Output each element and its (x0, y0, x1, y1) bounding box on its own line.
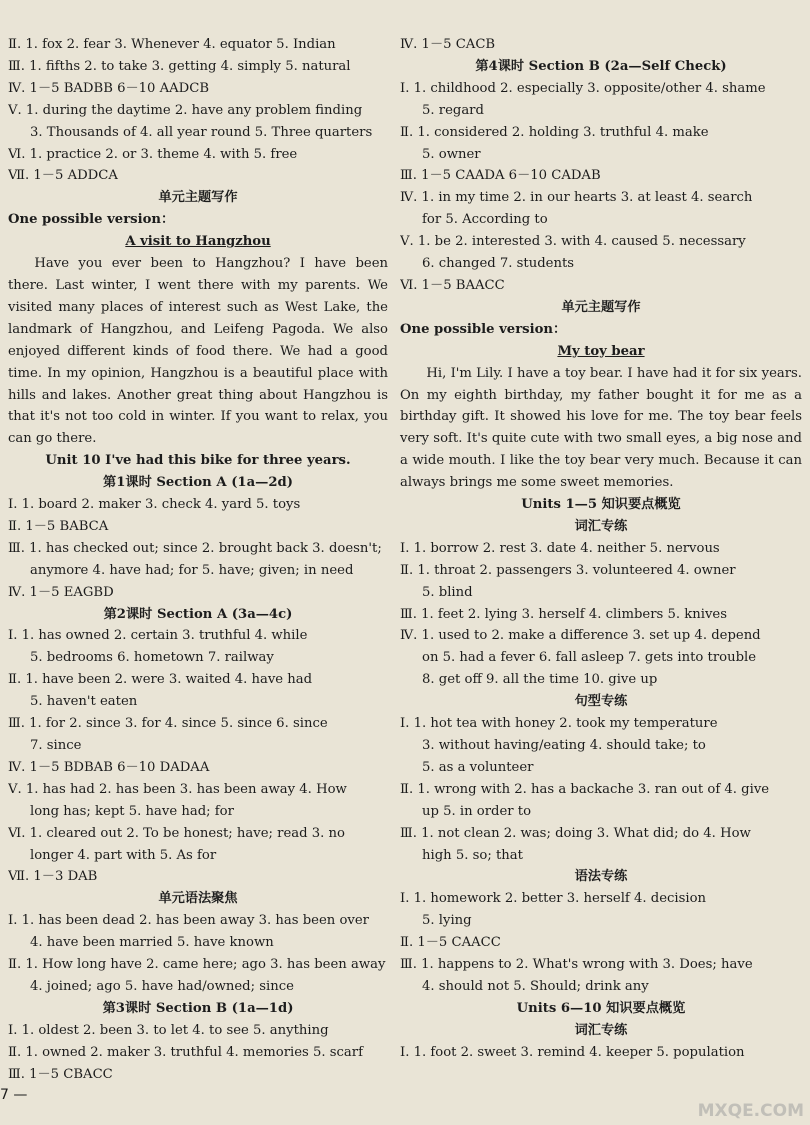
left-line: Ⅳ. 1－5 BDBAB 6－10 DADAA (8, 759, 210, 775)
right-line: Hi, I'm Lily. I have a toy bear. I have had it for six years. On my eighth birthday, my father bought it for me as a birthday gift. It showed his love for me. The toy bear feels very soft. It's quite cute with two small eyes, a big nose and a wide mouth. I like the toy bear very much. Because it can always brings me some sweet memories. (400, 365, 802, 491)
right-line: 第4课时 Section B (2a—Self Check) (475, 58, 727, 74)
left-line: long has; kept 5. have had; for (30, 803, 234, 819)
left-line: anymore 4. have had; for 5. have; given; in need (30, 562, 354, 578)
right-line: Ⅳ. 1. used to 2. make a difference 3. set up 4. depend (400, 628, 761, 644)
left-line: Ⅱ. 1－5 BABCA (8, 518, 109, 534)
left-line: Ⅰ. 1. board 2. maker 3. check 4. yard 5. toys (8, 497, 301, 513)
right-column (400, 34, 802, 1064)
right-line: Ⅰ. 1. borrow 2. rest 3. date 4. neither 5. nervous (400, 540, 720, 556)
right-line: Ⅰ. 1. foot 2. sweet 3. remind 4. keeper 5. population (400, 1044, 745, 1060)
right-line: 8. get off 9. all the time 10. give up (422, 672, 658, 688)
right-line: Ⅰ. 1. homework 2. better 3. herself 4. decision (400, 891, 707, 907)
left-line: Ⅳ. 1－5 EAGBD (8, 584, 114, 600)
left-line: A visit to Hangzhou (125, 234, 271, 250)
right-line: for 5. According to (422, 212, 548, 228)
right-line: 4. should not 5. Should; drink any (422, 978, 649, 994)
right-line: 5. owner (422, 146, 481, 162)
left-column (8, 34, 388, 1086)
right-line: Ⅴ. 1. be 2. interested 3. with 4. caused 5. necessary (400, 234, 746, 250)
right-line: Ⅲ. 1－5 CAADA 6－10 CADAB (400, 168, 601, 184)
right-line: 句型专练 (574, 694, 628, 710)
right-line: Ⅵ. 1－5 BAACC (400, 277, 505, 293)
right-line: 5. lying (422, 913, 472, 929)
right-line: Ⅳ. 1. in my time 2. in our hearts 3. at least 4. search (400, 190, 753, 206)
left-line: Ⅱ. 1. fox 2. fear 3. Whenever 4. equator 5. Indian (8, 37, 336, 52)
right-line: 3. without having/eating 4. should take; to (422, 738, 706, 753)
right-line: 5. blind (422, 584, 473, 600)
right-line: 5. regard (422, 102, 484, 118)
left-line: Ⅲ. 1. for 2. since 3. for 4. since 5. since 6. since (8, 716, 328, 732)
right-line: 词汇专练 (574, 1022, 628, 1038)
right-line: Ⅱ. 1. throat 2. passengers 3. volunteered 4. owner (400, 562, 736, 578)
left-line: Ⅶ. 1－3 DAB (8, 869, 98, 885)
left-line: 单元语法聚焦 (158, 891, 238, 907)
left-line: Have you ever been to Hangzhou? I have been there. Last winter, I went there with my parents. We visited many places of interest such as West Lake, the landmark of Hangzhou, and Leifeng Pagoda. We also enjoyed different kinds of food there. We had a good time. In my opinion, Hangzhou is a beautiful place with hills and lakes. Another great thing about Hangzhou is that it's not too cold in winter. If you want to relax, you can go there. (8, 256, 388, 447)
right-line: Ⅰ. 1. hot tea with honey 2. took my temperature (400, 716, 718, 732)
left-line: 4. joined; ago 5. have had/owned; since (30, 978, 294, 994)
right-line: Units 6—10 知识要点概览 (516, 1000, 686, 1016)
right-line: up 5. in order to (422, 803, 532, 819)
right-line: 单元主题写作 (561, 299, 641, 315)
right-line: 5. as a volunteer (422, 759, 534, 775)
right-line: on 5. had a fever 6. fall asleep 7. gets into trouble (422, 650, 757, 666)
left-line: Ⅰ. 1. has owned 2. certain 3. truthful 4. while (8, 628, 308, 644)
right-line: Ⅲ. 1. not clean 2. was; doing 3. What did; do 4. How (400, 825, 751, 841)
left-line: 7. since (30, 738, 82, 753)
left-line: Ⅵ. 1. cleared out 2. To be honest; have; read 3. no (8, 825, 345, 841)
left-line: 5. haven't eaten (30, 694, 138, 710)
left-line: 5. bedrooms 6. hometown 7. railway (30, 650, 274, 666)
right-line: Units 1—5 知识要点概览 (521, 497, 681, 513)
right-line: My toy bear (557, 343, 645, 359)
right-line: 词汇专练 (574, 518, 628, 534)
right-line: Ⅳ. 1－5 CACB (400, 37, 496, 52)
right-line: high 5. so; that (422, 847, 523, 863)
left-line: Ⅶ. 1－5 ADDCA (8, 168, 118, 184)
left-line: 4. have been married 5. have known (30, 935, 274, 951)
left-line: 第2课时 Section A (3a—4c) (103, 606, 293, 622)
left-line: Ⅱ. 1. have been 2. were 3. waited 4. have had (8, 672, 313, 688)
left-line: Ⅱ. 1. How long have 2. came here; ago 3. has been away (8, 957, 386, 973)
left-line: Unit 10 I've had this bike for three years. (45, 453, 351, 469)
right-line: Ⅰ. 1. childhood 2. especially 3. opposite/other 4. shame (400, 80, 766, 96)
left-line: Ⅰ. 1. has been dead 2. has been away 3. has been over (8, 913, 369, 929)
right-line: Ⅱ. 1. considered 2. holding 3. truthful 4. make (400, 124, 709, 140)
left-line: Ⅰ. 1. oldest 2. been 3. to let 4. to see 5. anything (8, 1022, 329, 1038)
left-line: Ⅲ. 1. has checked out; since 2. brought back 3. doesn't; (8, 540, 382, 556)
page-number: 7 — (0, 1087, 28, 1103)
left-line: Ⅴ. 1. during the daytime 2. have any problem finding (8, 102, 363, 118)
right-line: 语法专练 (574, 869, 628, 885)
right-line: 6. changed 7. students (422, 256, 575, 272)
left-line: Ⅴ. 1. has had 2. has been 3. has been away 4. How (8, 781, 347, 797)
left-line: 3. Thousands of 4. all year round 5. Three quarters (30, 124, 373, 140)
left-line: Ⅳ. 1－5 BADBB 6－10 AADCB (8, 80, 210, 96)
left-line: 单元主题写作 (158, 190, 238, 206)
right-line: Ⅱ. 1. wrong with 2. has a backache 3. ran out of 4. give (400, 781, 770, 797)
left-line: 第3课时 Section B (1a—1d) (102, 1000, 294, 1016)
left-line: Ⅲ. 1. fifths 2. to take 3. getting 4. simply 5. natural (8, 58, 351, 74)
left-line: One possible version： (8, 212, 175, 228)
watermark-text: MXQE.COM (697, 1101, 804, 1121)
right-line: One possible version： (400, 321, 567, 337)
left-line: Ⅱ. 1. owned 2. maker 3. truthful 4. memories 5. scarf (8, 1044, 363, 1060)
left-line: Ⅵ. 1. practice 2. or 3. theme 4. with 5. free (8, 146, 298, 162)
left-line: longer 4. part with 5. As for (30, 847, 217, 863)
left-line: 第1课时 Section A (1a—2d) (103, 475, 293, 491)
right-line: Ⅲ. 1. happens to 2. What's wrong with 3. Does; have (400, 957, 753, 973)
right-line: Ⅱ. 1－5 CAACC (400, 935, 501, 951)
left-line: Ⅲ. 1－5 CBACC (8, 1066, 113, 1082)
right-line: Ⅲ. 1. feet 2. lying 3. herself 4. climbers 5. knives (400, 606, 727, 622)
